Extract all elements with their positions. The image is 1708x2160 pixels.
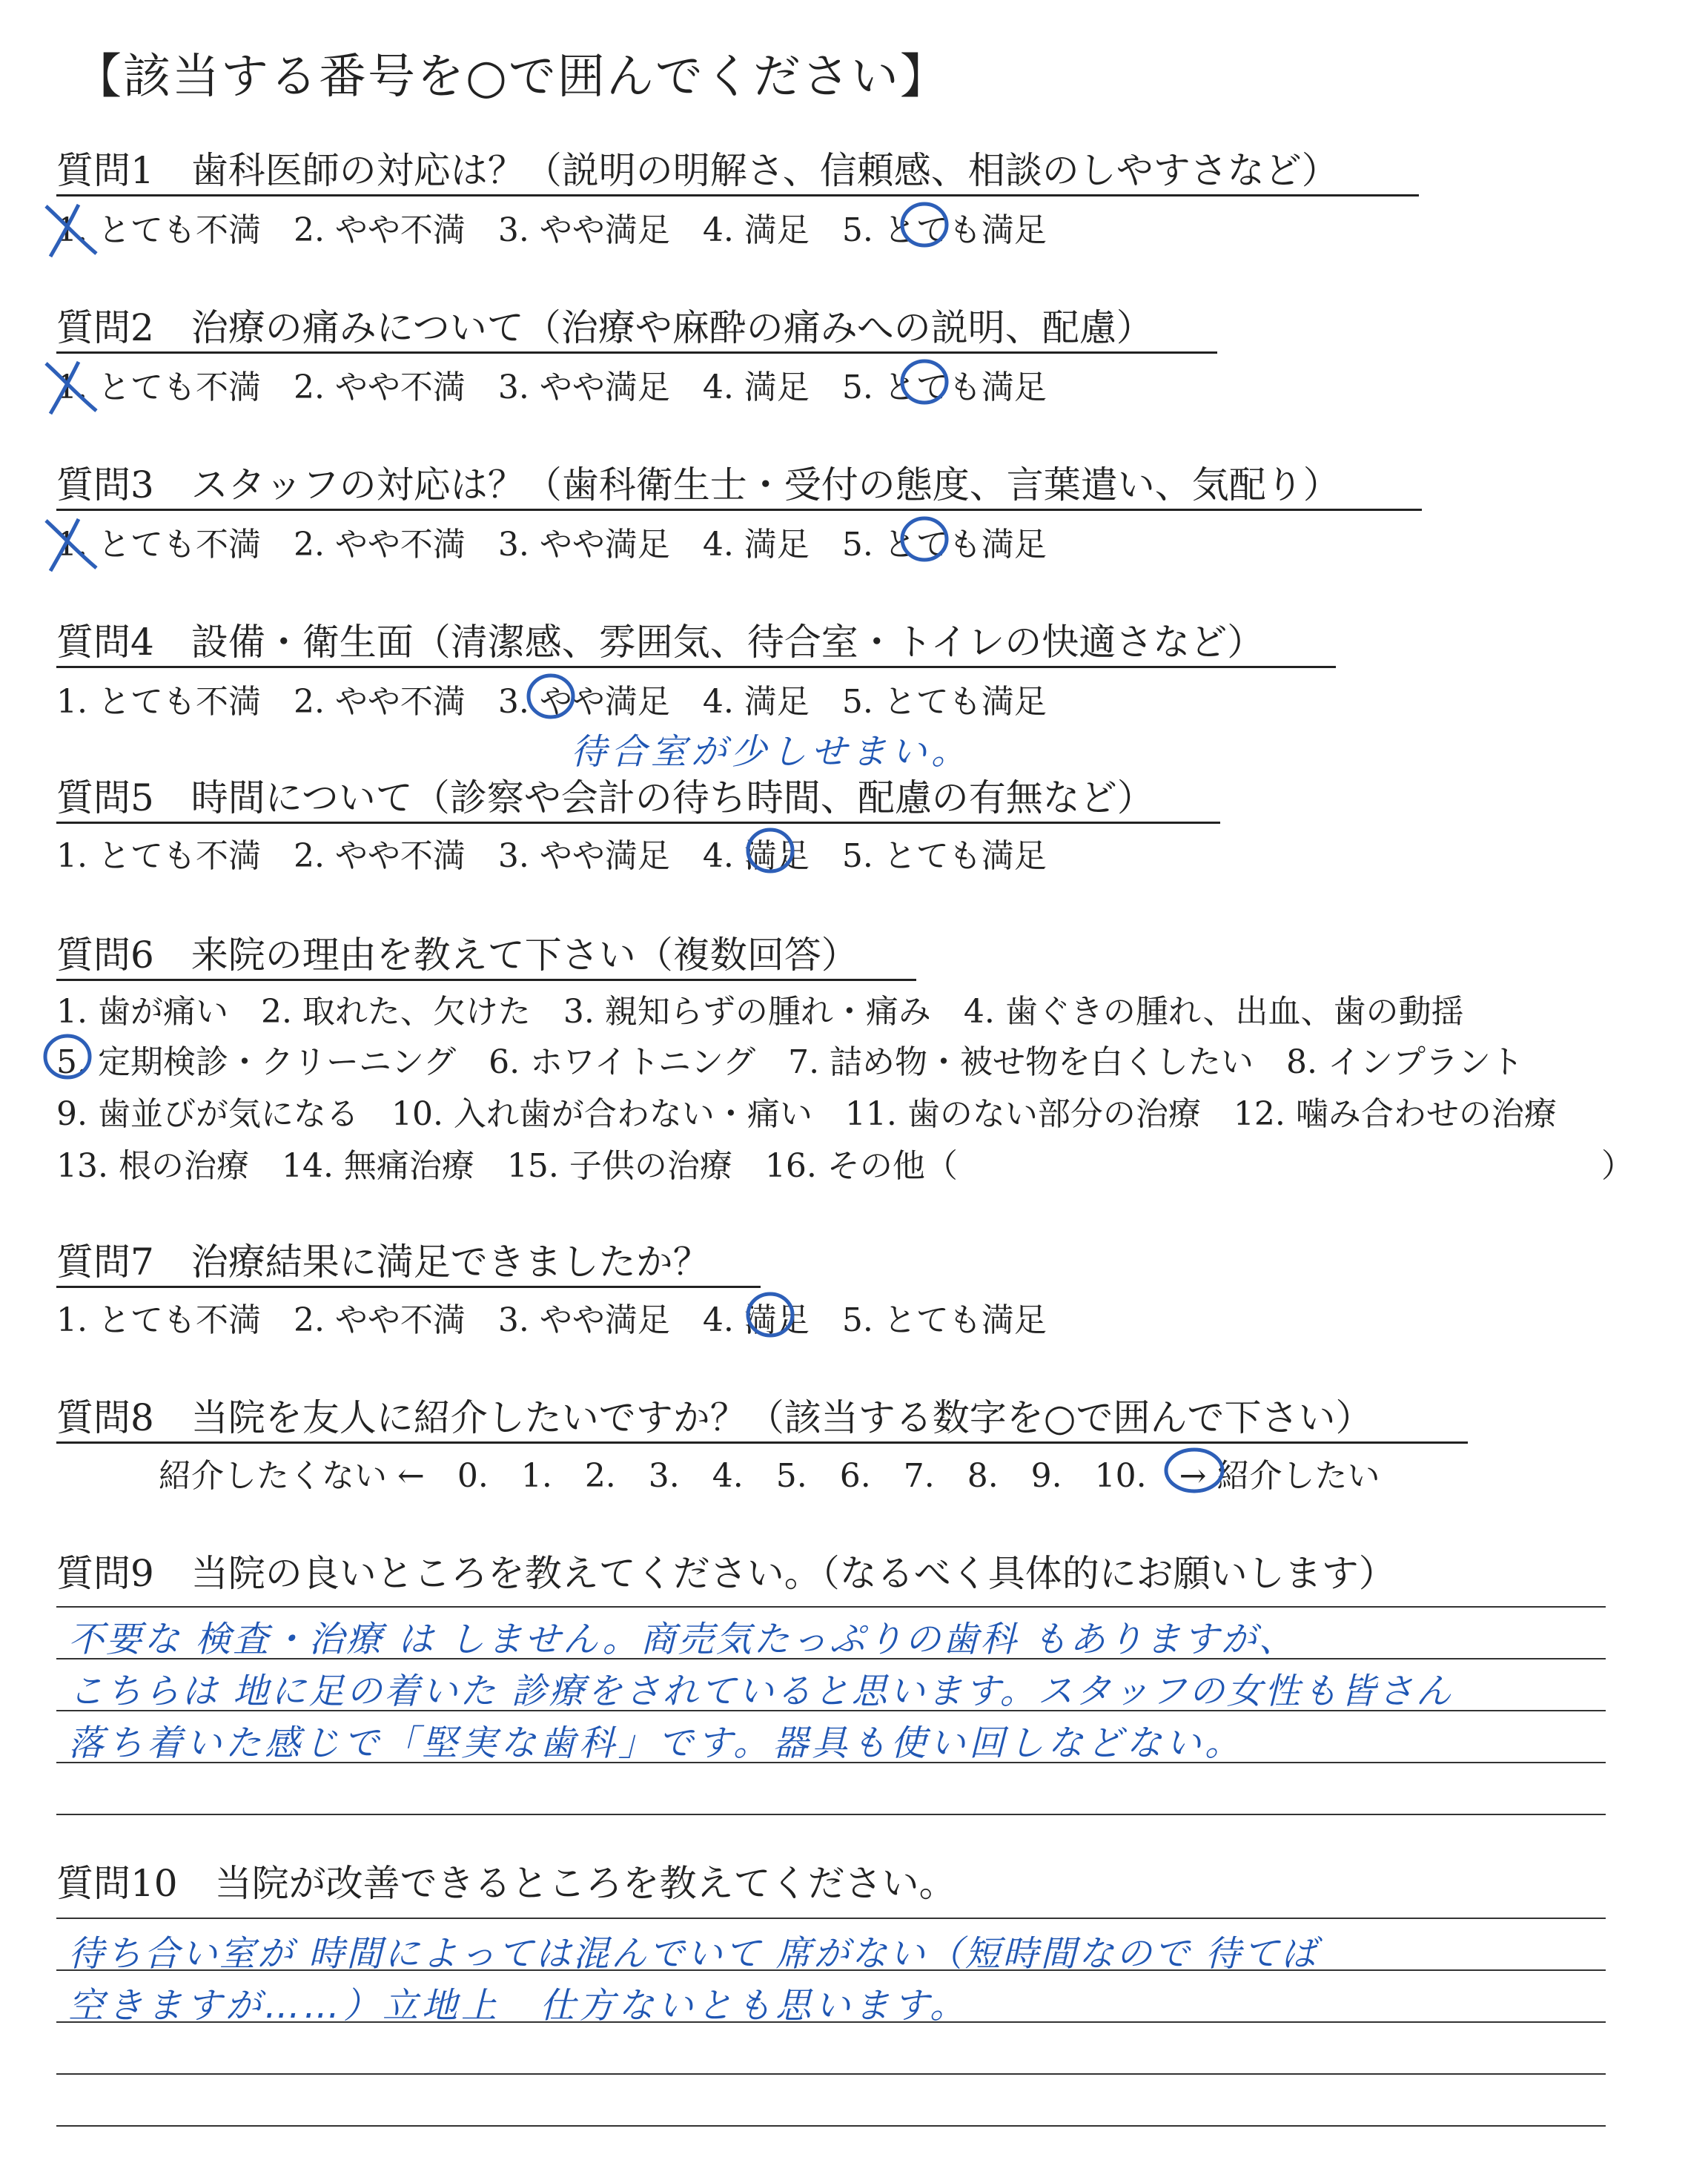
answer-rule (56, 1814, 1606, 1815)
form-title: 【該当する番号を○で囲んでください】 (74, 50, 949, 105)
question-3-options: 1. とても不満 2. やや不満 3. やや満足 4. 満足 5. とても満足 (56, 526, 1047, 564)
question-7-selected-circle (744, 1290, 796, 1339)
question-2-heading: 質問2 治療の痛みについて（治療や麻酔の痛みへの説明、配慮） (56, 306, 1153, 349)
question-4-selected-circle (525, 672, 577, 721)
question-3-selected-circle (898, 515, 950, 564)
question-5-underline (56, 822, 1220, 824)
question-4-options: 1. とても不満 2. やや不満 3. やや満足 4. 満足 5. とても満足 (56, 683, 1047, 721)
question-1-cross-mark (42, 200, 101, 260)
question-5-selected-circle (744, 826, 796, 875)
question-2-selected-circle (898, 357, 950, 406)
question-6-options-row-1: 1. 歯が痛い 2. 取れた、欠けた 3. 親知らずの腫れ・痛み 4. 歯ぐきの腫れ、出血、歯の動揺 (56, 993, 1464, 1031)
question-9-answer-line-3: 落ち着いた感じで「堅実な歯科」です。器具も使い回しなどない。 (68, 1723, 1245, 1764)
question-10-answer-line-1: 待ち合い室が 時間によっては混んでいて 席がない（短時間なので 待てば (68, 1933, 1319, 1975)
question-7-options: 1. とても不満 2. やや不満 3. やや満足 4. 満足 5. とても満足 (56, 1301, 1047, 1339)
question-7-heading: 質問7 治療結果に満足できましたか？ (56, 1241, 710, 1284)
question-10-heading: 質問10 当院が改善できるところを教えてください。 (56, 1862, 956, 1905)
question-5-heading: 質問5 時間について（診察や会計の待ち時間、配慮の有無など） (56, 776, 1154, 819)
answer-rule (56, 1918, 1606, 1919)
question-6-selected-circle (42, 1032, 93, 1081)
question-8-underline (56, 1441, 1468, 1444)
question-1-options: 1. とても不満 2. やや不満 3. やや満足 4. 満足 5. とても満足 (56, 211, 1047, 249)
question-9-answer-line-1: 不要な 検査・治療 は しません。商売気たっぷりの歯科 もありますが、 (68, 1619, 1297, 1660)
question-1-underline (56, 194, 1419, 196)
question-6-options-row-2: 5. 定期検診・クリーニング 6. ホワイトニング 7. 詰め物・被せ物を白くしたい 8. インプラント (56, 1043, 1524, 1081)
answer-rule (56, 1606, 1606, 1608)
question-6-underline (56, 979, 916, 981)
question-3-cross-mark (42, 515, 101, 574)
question-9-heading: 質問9 当院の良いところを教えてください。（なるべく具体的にお願いします） (56, 1552, 1396, 1595)
question-8-selected-circle (1162, 1446, 1226, 1495)
question-4-underline (56, 666, 1336, 668)
question-4-handwritten-note: 待合室が少しせまい。 (571, 731, 972, 773)
question-4-heading: 質問4 設備・衛生面（清潔感、雰囲気、待合室・トイレの快適さなど） (56, 621, 1265, 664)
question-6-other-close-paren: ） (1601, 1147, 1634, 1185)
question-7-underline (56, 1286, 761, 1288)
question-2-underline (56, 351, 1217, 354)
question-6-heading: 質問6 来院の理由を教えて下さい（複数回答） (56, 934, 858, 977)
question-3-underline (56, 509, 1422, 511)
question-8-scale: 紹介したくない ← 0. 1. 2. 3. 4. 5. 6. 7. 8. 9. 10. → 紹介したい (159, 1457, 1380, 1495)
answer-rule (56, 2073, 1606, 2075)
question-2-cross-mark (42, 357, 101, 417)
question-1-heading: 質問1 歯科医師の対応は？（説明の明解さ、信頼感、相談のしやすさなど） (56, 149, 1339, 192)
question-6-options-row-4: 13. 根の治療 14. 無痛治療 15. 子供の治療 16. その他（ (56, 1147, 958, 1185)
question-2-options: 1. とても不満 2. やや不満 3. やや満足 4. 満足 5. とても満足 (56, 369, 1047, 406)
answer-rule (56, 2125, 1606, 2127)
question-6-options-row-3: 9. 歯並びが気になる 10. 入れ歯が合わない・痛い 11. 歯のない部分の治療 12. 噛み合わせの治療 (56, 1095, 1557, 1133)
question-1-selected-circle (898, 200, 950, 249)
question-10-answer-line-2: 空きますが……）立地上 仕方ないとも思います。 (68, 1985, 970, 2027)
question-3-heading: 質問3 スタッフの対応は？（歯科衛生士・受付の態度、言葉遣い、気配り） (56, 463, 1340, 506)
question-9-answer-line-2: こちらは 地に足の着いた 診療をされていると思います。スタッフの女性も皆さん (68, 1671, 1454, 1712)
question-8-heading: 質問8 当院を友人に紹介したいですか？（該当する数字を○で囲んで下さい） (56, 1396, 1373, 1439)
question-5-options: 1. とても不満 2. やや不満 3. やや満足 4. 満足 5. とても満足 (56, 837, 1047, 875)
